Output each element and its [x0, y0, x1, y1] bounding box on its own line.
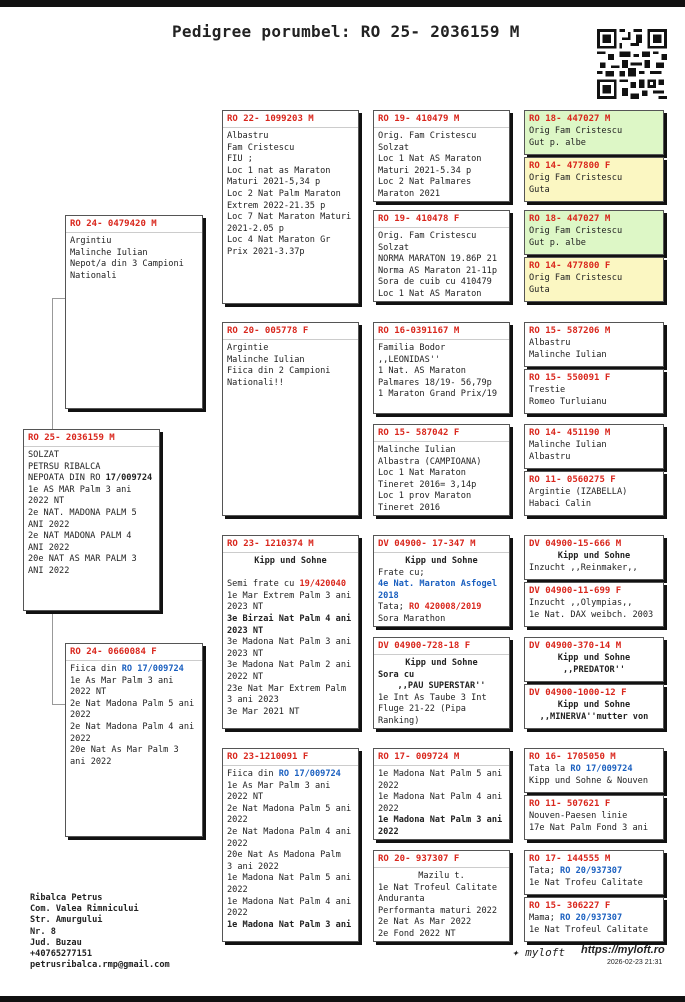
card-line: 3 ani 2023 — [227, 695, 279, 706]
card-line: Solzat — [378, 142, 410, 153]
card-line: Norma AS Maraton 21-11p — [378, 265, 497, 276]
card-line: 2022 NT — [70, 687, 107, 698]
ring-number: RO 20- 937307 F — [378, 854, 460, 864]
card-line: Orig Fam Cristescu — [529, 226, 623, 236]
card-line: Tata; RO 420008/2019 — [378, 602, 482, 613]
pedigree-card-gen4[interactable] — [524, 897, 664, 942]
ring-number: RO 18- 447027 M — [529, 214, 611, 224]
owner-address: Str. Amurgului — [30, 915, 103, 926]
card-line: Malinche Iulian — [529, 349, 607, 360]
pedigree-card-gen4[interactable] — [524, 850, 664, 895]
card-line: Prix 2021-3.37p — [227, 246, 305, 257]
divider — [374, 867, 509, 868]
card-line: Romeo Turluianu — [529, 396, 607, 407]
card-line: ,,PAU SUPERSTAR'' — [397, 681, 486, 692]
ring-number: DV 04900-1000-12 F — [529, 688, 627, 698]
card-line: 2023 NT — [227, 602, 264, 613]
card-line: 4e Nat. Maraton Asfogel — [378, 579, 497, 590]
card-line: 2022 NT — [28, 496, 65, 507]
card-line: Argintiu — [70, 236, 112, 246]
card-line: Fam Cristescu — [227, 142, 295, 153]
card-line: 2022 — [378, 803, 399, 814]
pedigree-card-gen3[interactable] — [373, 748, 510, 840]
card-line: 2e Nat Madona Palm 5 ani — [227, 803, 352, 814]
card-line: Kipp und Sohne & Nouven — [529, 775, 648, 786]
card-line: 1 Maraton Grand Prix/19 — [378, 389, 497, 400]
card-line: 2e Nat Madona Palm 4 ani — [227, 826, 352, 837]
card-line: ,,LEONIDAS'' — [378, 354, 441, 365]
pedigree-card-gen3[interactable] — [373, 637, 510, 729]
card-line: Loc 7 Nat Maraton Maturi — [227, 212, 352, 223]
pedigree-card-gen4[interactable] — [524, 471, 664, 516]
card-line: 2e NAT MADONA PALM 4 — [28, 531, 132, 542]
pedigree-card-dam[interactable] — [65, 643, 203, 837]
card-line: Albastru — [529, 338, 571, 348]
card-line: 1e As Mar Palm 3 ani — [70, 675, 174, 686]
card-line: Extrem 2022-21.35 p — [227, 200, 326, 211]
ring-number: RO 24- 0479420 M — [70, 219, 157, 229]
card-line: 1e Madona Nat Palm 3 ani — [378, 815, 503, 826]
card-line: 1e Madona Nat Palm 3 ani — [227, 919, 352, 930]
card-line: SOLZAT — [28, 450, 60, 460]
card-line: 1e As Mar Palm 3 ani — [227, 780, 331, 791]
ring-number: DV 04900- 17-347 M — [378, 539, 476, 549]
breeder-title: Mazilu t. — [418, 871, 465, 881]
card-line: Habaci Calin — [529, 498, 592, 509]
owner-email: petrusribalca.rmp@gmail.com — [30, 960, 170, 971]
card-line: Gut p. albe — [529, 137, 586, 148]
qr-code-icon — [597, 29, 667, 99]
card-line: ani 2022 — [70, 756, 112, 767]
ring-number: RO 24- 0660084 F — [70, 647, 157, 657]
card-line: ,,MINERVA''mutter von — [539, 711, 649, 722]
connector-line — [52, 298, 65, 429]
card-line: 1e Madona Nat Palm 5 ani — [227, 873, 352, 884]
owner-name: Ribalca Petrus — [30, 893, 103, 903]
ring-number: RO 19- 410478 F — [378, 214, 460, 224]
card-line: Loc 1 Nat AS Maraton — [378, 154, 482, 165]
divider — [66, 660, 202, 661]
card-line: Sora Marathon — [378, 613, 446, 624]
card-line: Performanta maturi 2022 — [378, 905, 497, 916]
ring-number: RO 11- 507621 F — [529, 799, 611, 809]
card-line: Anduranta — [378, 894, 425, 905]
card-line: 2022 — [70, 710, 91, 721]
ring-number: RO 23-1210091 F — [227, 752, 309, 762]
breeder-title: Kipp und Sohne — [557, 653, 631, 663]
card-line: 1e Mar Extrem Palm 3 ani — [227, 590, 352, 601]
ring-number: RO 15- 550091 F — [529, 373, 611, 383]
pigeon-icon: ✦ — [512, 946, 519, 959]
card-line — [227, 568, 354, 580]
card-line: 1e Nat Trofeul Calitate — [529, 924, 648, 935]
card-line: Nationali — [70, 270, 117, 281]
ring-number: RO 25- 2036159 M — [28, 433, 115, 443]
pedigree-card-gen4[interactable] — [524, 157, 664, 202]
divider — [223, 765, 358, 766]
card-line: 1e Madona Nat Palm 4 ani — [378, 792, 503, 803]
ring-number: RO 18- 447027 M — [529, 114, 611, 124]
card-line: Fiica din RO 17/009724 — [70, 664, 184, 674]
pedigree-card-gen2[interactable] — [222, 322, 359, 516]
card-line: 2022 NT — [227, 671, 264, 682]
card-line: ANI 2022 — [28, 519, 70, 530]
owner-address: Com. Valea Rimnicului — [30, 904, 139, 915]
pedigree-card-gen4[interactable] — [524, 210, 664, 255]
card-line: 1e AS MAR Palm 3 ani — [28, 484, 132, 495]
card-line: 3e Birzai Nat Palm 4 ani — [227, 613, 352, 624]
card-line: 3e Madona Nat Palm 2 ani — [227, 660, 352, 671]
card-line: Orig. Fam Cristescu — [378, 131, 477, 141]
card-line: 1e Nat Trofeul Calitate — [378, 882, 497, 893]
card-line: 2e Nat Madona Palm 4 ani — [70, 721, 195, 732]
card-line: 2022 — [227, 908, 248, 919]
card-line: Fiica din RO 17/009724 — [227, 769, 341, 779]
pedigree-card-gen4[interactable] — [524, 369, 664, 414]
card-line: Guta — [529, 184, 550, 195]
pedigree-card-sire[interactable] — [65, 215, 203, 409]
card-line: Gut p. albe — [529, 237, 586, 248]
ring-number: RO 14- 451190 M — [529, 428, 611, 438]
card-line: Maturi 2021-5,34 p — [227, 177, 321, 188]
card-line: ANI 2022 — [28, 542, 70, 553]
card-line: Ranking) — [378, 715, 420, 726]
pedigree-card-gen3[interactable] — [373, 424, 510, 516]
card-line: Albastru — [529, 451, 571, 462]
card-line: Trestie — [529, 385, 566, 395]
breeder-title: Kipp und Sohne — [405, 556, 478, 566]
card-line: 1e Nat. DAX weibch. 2003 — [529, 609, 654, 620]
card-line: Orig Fam Cristescu — [529, 126, 623, 136]
card-line: Nepot/a din 3 Campioni — [70, 259, 184, 270]
card-line: Malinche Iulian — [70, 247, 148, 258]
card-line: Guta — [529, 284, 550, 295]
card-line: Nouven-Paesen linie — [529, 811, 628, 821]
card-line: NEPOATA DIN RO 17/009724 — [28, 473, 153, 484]
card-line: 3e Madona Nat Palm 3 ani — [227, 637, 352, 648]
pedigree-card-gen4[interactable] — [524, 424, 664, 469]
ring-number: RO 15- 306227 F — [529, 901, 611, 911]
card-line: 2022 — [227, 815, 248, 826]
pedigree-card-gen3[interactable] — [373, 535, 510, 627]
breeder-title: Kipp und Sohne — [557, 700, 631, 710]
card-line: 2022 — [378, 780, 399, 791]
card-line: Inzucht ,,Reinmaker,, — [529, 562, 638, 573]
card-line: ANI 2022 — [28, 565, 70, 576]
card-line: Loc 2 Nat Palm Maraton — [227, 188, 341, 199]
card-line: 3e Mar 2021 NT — [227, 706, 300, 717]
card-line: 1e Nat Trofeu Calitate — [529, 877, 643, 888]
ring-number: RO 16- 1705050 M — [529, 752, 616, 762]
pedigree-card-gen4[interactable] — [524, 637, 664, 682]
card-line: 20e NAT AS MAR PALM 3 — [28, 554, 137, 565]
card-line: Orig. Fam Cristescu — [378, 231, 477, 241]
divider — [374, 441, 509, 442]
pedigree-card-subject[interactable] — [23, 429, 160, 611]
card-line: Tineret 2016= 3,14p — [378, 479, 477, 490]
pedigree-card-gen4[interactable] — [524, 110, 664, 155]
card-line: Solzat — [378, 242, 410, 253]
pedigree-card-gen4[interactable] — [524, 582, 664, 627]
card-line: Albastru — [227, 131, 269, 141]
logo-text: myloft — [525, 946, 565, 959]
card-line: 2022 — [378, 826, 399, 837]
divider — [223, 552, 358, 553]
card-line: Loc 2 Nat Palmares — [378, 177, 472, 188]
pedigree-card-gen2[interactable] — [222, 110, 359, 304]
card-line: Loc 1 Nat AS Maraton — [378, 288, 482, 299]
card-line: 2022 — [70, 733, 91, 744]
card-line: Argintie (IZABELLA) — [529, 487, 628, 497]
card-line: 2023 NT — [227, 648, 264, 659]
card-line: Orig Fam Cristescu — [529, 173, 623, 183]
card-line: 20e Nat As Madona Palm — [227, 850, 341, 861]
card-line: 2022 — [227, 884, 248, 895]
card-line: Mama; RO 20/937307 — [529, 913, 623, 923]
ring-number: RO 15- 587206 M — [529, 326, 611, 336]
card-line: 20e Nat As Mar Palm 3 — [70, 745, 179, 756]
divider — [374, 654, 509, 655]
card-line: NORMA MARATON 19.86P 21 — [378, 254, 497, 265]
card-line: 2e Nat Madona Palm 5 ani — [70, 698, 195, 709]
ring-number: RO 15- 587042 F — [378, 428, 460, 438]
card-line: FIU ; — [227, 154, 253, 165]
owner-address: Jud. Buzau — [30, 937, 82, 948]
card-line: Loc 1 nat as Maraton — [227, 165, 331, 176]
card-line: 2022 NT — [227, 792, 264, 803]
card-line: Loc 1 Nat Maraton — [378, 468, 466, 479]
pedigree-card-gen4[interactable] — [524, 535, 664, 580]
card-line: 2e NAT. MADONA PALM 5 — [28, 507, 137, 518]
ring-number: RO 19- 410479 M — [378, 114, 460, 124]
pedigree-card-gen4[interactable] — [524, 684, 664, 729]
card-line: Maturi 2021-5.34 p — [378, 165, 472, 176]
card-line: Malinche Iulian — [378, 445, 456, 455]
card-line: Fiica din 2 Campioni — [227, 366, 331, 377]
owner-address: Nr. 8 — [30, 926, 56, 937]
ring-number: DV 04900-728-18 F — [378, 641, 471, 651]
divider — [66, 232, 202, 233]
card-line: Maraton 2021 — [378, 188, 441, 199]
ring-number: RO 23- 1210374 M — [227, 539, 314, 549]
divider — [223, 339, 358, 340]
breeder-title: Kipp und Sohne — [405, 658, 478, 668]
card-line: Argintie — [227, 343, 269, 353]
card-line: Frate cu; — [378, 567, 425, 578]
ring-number: DV 04900-370-14 M — [529, 641, 622, 651]
card-line: Sora cu — [378, 669, 415, 680]
divider — [374, 227, 509, 228]
card-line: 2022 — [227, 838, 248, 849]
pedigree-card-gen4[interactable] — [524, 748, 664, 793]
card-line: Orig Fam Cristescu — [529, 273, 623, 283]
card-line: 2018 — [378, 590, 399, 601]
card-line: Loc 1 prov Maraton — [378, 491, 472, 502]
card-line: 1 Nat. AS Maraton — [378, 366, 466, 377]
connector-line — [52, 614, 65, 705]
card-line: 23e Nat Mar Extrem Palm — [227, 683, 346, 694]
card-line: 2e Nat As Mar 2022 — [378, 917, 472, 928]
ring-number: RO 14- 477800 F — [529, 261, 611, 271]
page-title: Pedigree porumbel: RO 25- 2036159 M — [172, 22, 520, 41]
divider — [374, 765, 509, 766]
card-line: Tineret 2016 — [378, 502, 441, 513]
card-line: ,,PREDATOR'' — [562, 664, 626, 675]
ring-number: RO 17- 009724 M — [378, 752, 460, 762]
pedigree-card-gen4[interactable] — [524, 795, 664, 840]
divider — [24, 446, 159, 447]
bottom-bar — [0, 996, 685, 1002]
card-line: 1e Madona Nat Palm 4 ani — [227, 896, 352, 907]
pedigree-card-gen3[interactable] — [373, 322, 510, 414]
pedigree-card-gen3[interactable] — [373, 210, 510, 302]
card-line: Malinche Iulian — [227, 354, 305, 365]
pedigree-card-gen4[interactable] — [524, 257, 664, 302]
ring-number: RO 17- 144555 M — [529, 854, 611, 864]
card-line: PETRSU RIBALCA — [28, 461, 101, 472]
card-line: Tata; RO 20/937307 — [529, 866, 623, 876]
divider — [374, 552, 509, 553]
ring-number: DV 04900-15-666 M — [529, 539, 622, 549]
ring-number: RO 20- 005778 F — [227, 326, 309, 336]
card-line: Familia Bodor — [378, 343, 446, 353]
pedigree-card-gen3[interactable] — [373, 850, 510, 942]
ring-number: RO 22- 1099203 M — [227, 114, 314, 124]
card-line: 1e Madona Nat Palm 5 ani — [378, 769, 503, 779]
card-line: Semi frate cu 19/420040 — [227, 579, 347, 590]
owner-info — [30, 893, 170, 971]
footer-url[interactable]: https://myloft.ro — [581, 944, 665, 956]
card-line: 2023 NT — [227, 625, 264, 636]
card-line: Malinche Iulian — [529, 440, 607, 450]
divider — [374, 339, 509, 340]
ring-number: RO 14- 477800 F — [529, 161, 611, 171]
top-bar — [0, 0, 685, 7]
card-line: 2e Fond 2022 NT — [378, 928, 456, 939]
pedigree-card-gen4[interactable] — [524, 322, 664, 367]
pedigree-card-gen3[interactable] — [373, 110, 510, 202]
card-line: 3 ani 2022 — [227, 861, 279, 872]
card-line: Inzucht ,,Olympias,, — [529, 598, 633, 608]
card-line: Fluge 21-22 (Pipa — [378, 704, 466, 715]
footer-date: 2026-02-23 21:31 — [607, 959, 663, 966]
card-line: Palmares 18/19- 56,79p — [378, 377, 492, 388]
card-line: Loc 4 Nat Maraton Gr — [227, 235, 331, 246]
card-line: Nationali!! — [227, 377, 284, 388]
breeder-title: Kipp und Sohne — [557, 551, 631, 561]
card-line: Sora de cuib cu 410479 — [378, 277, 492, 288]
divider — [223, 127, 358, 128]
pedigree-card-gen2[interactable] — [222, 748, 359, 942]
card-line: Tata la RO 17/009724 — [529, 764, 633, 774]
pedigree-card-gen2[interactable] — [222, 535, 359, 729]
owner-phone: +40765277151 — [30, 949, 93, 960]
card-line: Albastra (CAMPIOANA) — [378, 456, 482, 467]
ring-number: RO 11- 0560275 F — [529, 475, 616, 485]
myloft-logo — [512, 946, 565, 959]
ring-number: DV 04900-11-699 F — [529, 586, 622, 596]
card-line: 1e Int As Taube 3 Int — [378, 692, 487, 703]
card-line: 2021-2.05 p — [227, 223, 284, 234]
divider — [374, 127, 509, 128]
breeder-title: Kipp und Sohne — [254, 556, 327, 566]
ring-number: RO 16-0391167 M — [378, 326, 460, 336]
card-line: 17e Nat Palm Fond 3 ani — [529, 822, 648, 833]
